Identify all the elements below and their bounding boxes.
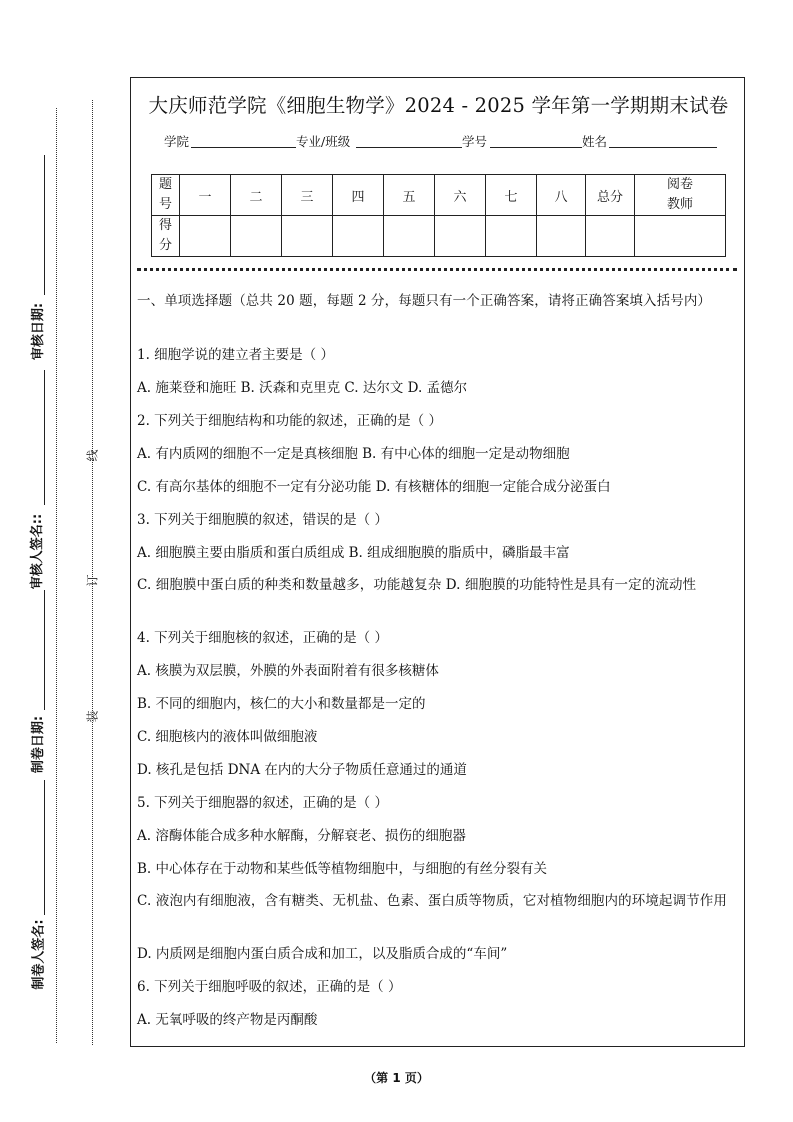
college-label: 学院 [164, 134, 190, 149]
paper-date-label: 制卷日期: [31, 715, 47, 774]
paper-maker-signature-label: 制卷人签名: [31, 919, 47, 990]
margin-signature-line-4 [44, 780, 45, 915]
option-line: B. 中心体存在于动物和某些低等植物细胞中，与细胞的有丝分裂有关 [137, 861, 548, 877]
binding-char-ding: 订 [85, 574, 100, 587]
section-heading: 一、单项选择题（总共 20 题，每题 2 分，每题只有一个正确答案，请将正确答案填入括号内） [137, 293, 712, 309]
col-8: 八 [537, 175, 586, 216]
option-line: A. 细胞膜主要由脂质和蛋白质组成 B. 组成细胞膜的脂质中，磷脂最丰富 [137, 545, 570, 561]
option-line: A. 施莱登和施旺 B. 沃森和克里克 C. 达尔文 D. 孟德尔 [137, 380, 468, 396]
review-date-label: 审核日期: [31, 302, 47, 361]
option-line: D. 核孔是包括 DNA 在内的大分子物质任意通过的通道 [137, 762, 467, 778]
col-1: 一 [180, 175, 231, 216]
col-6: 六 [435, 175, 486, 216]
page-number: （第 1 页） [364, 1071, 429, 1085]
name-blank[interactable] [609, 147, 717, 148]
left-dotted-margin-line [56, 108, 57, 1043]
student-id-blank[interactable] [490, 147, 582, 148]
binding-char-zhuang: 装 [85, 710, 100, 723]
student-id-label: 学号 [462, 134, 488, 149]
option-line: A. 溶酶体能合成多种水解酶，分解衰老、损伤的细胞器 [137, 828, 466, 844]
question-line: 3. 下列关于细胞膜的叙述，错误的是（ ） [137, 512, 388, 528]
margin-signature-line-2 [44, 370, 45, 505]
col-5: 五 [384, 175, 435, 216]
score-table [151, 174, 726, 257]
question-line: 2. 下列关于细胞结构和功能的叙述，正确的是（ ） [137, 413, 442, 429]
col-7: 七 [486, 175, 537, 216]
score-table-header-row [152, 175, 726, 216]
score-cell[interactable] [486, 216, 537, 257]
name-label: 姓名 [582, 134, 608, 149]
college-blank[interactable] [191, 147, 296, 148]
score-cell[interactable] [586, 216, 635, 257]
exam-paper-frame [130, 77, 745, 1047]
question-line: 5. 下列关于细胞器的叙述，正确的是（ ） [137, 795, 388, 811]
score-table-score-row [152, 216, 726, 257]
option-line: C. 有高尔基体的细胞不一定有分泌功能 D. 有核糖体的细胞一定能合成分泌蛋白 [137, 479, 611, 495]
option-line: C. 细胞膜中蛋白质的种类和数量越多，功能越复杂 D. 细胞膜的功能特性是具有一定的流动性 [137, 577, 697, 593]
margin-signature-line-3 [44, 590, 45, 710]
score-cell[interactable] [333, 216, 384, 257]
score-cell[interactable] [635, 216, 726, 257]
option-line: A. 有内质网的细胞不一定是真核细胞 B. 有中心体的细胞一定是动物细胞 [137, 446, 570, 462]
option-line: A. 无氧呼吸的终产物是丙酮酸 [137, 1012, 318, 1028]
score-cell[interactable] [231, 216, 282, 257]
score-cell[interactable] [435, 216, 486, 257]
question-line: 4. 下列关于细胞核的叙述，正确的是（ ） [137, 630, 388, 646]
binding-dotted-line [92, 100, 93, 1045]
question-line: 1. 细胞学说的建立者主要是（ ） [137, 347, 334, 363]
section-divider [137, 268, 737, 271]
col-4: 四 [333, 175, 384, 216]
major-class-label: 专业/班级 [296, 134, 351, 149]
binding-char-xian: 线 [85, 449, 100, 462]
option-line: C. 细胞核内的液体叫做细胞液 [137, 729, 318, 745]
option-line: A. 核膜为双层膜，外膜的外表面附着有很多核糖体 [137, 663, 439, 679]
col-total: 总分 [586, 175, 635, 216]
question-line: 6. 下列关于细胞呼吸的叙述，正确的是（ ） [137, 979, 402, 995]
score-cell[interactable] [384, 216, 435, 257]
score-cell[interactable] [180, 216, 231, 257]
col-2: 二 [231, 175, 282, 216]
reviewer-signature-label: 审核人签名:: [30, 513, 46, 590]
row-label-question: 题号 [152, 175, 180, 216]
option-line: C. 液泡内有细胞液，含有糖类、无机盐、色素、蛋白质等物质，它对植物细胞内的环境起调节作用 [137, 893, 727, 909]
score-cell[interactable] [537, 216, 586, 257]
margin-signature-line-1 [44, 155, 45, 295]
score-cell[interactable] [282, 216, 333, 257]
col-3: 三 [282, 175, 333, 216]
exam-title: 大庆师范学院《细胞生物学》2024 - 2025 学年第一学期期末试卷 [148, 94, 729, 117]
option-line: D. 内质网是细胞内蛋白质合成和加工，以及脂质合成的“车间” [137, 946, 508, 962]
option-line: B. 不同的细胞内，核仁的大小和数量都是一定的 [137, 696, 426, 712]
row-label-score: 得分 [152, 216, 180, 257]
major-class-blank[interactable] [356, 147, 462, 148]
col-grader: 阅卷教师 [635, 175, 726, 216]
